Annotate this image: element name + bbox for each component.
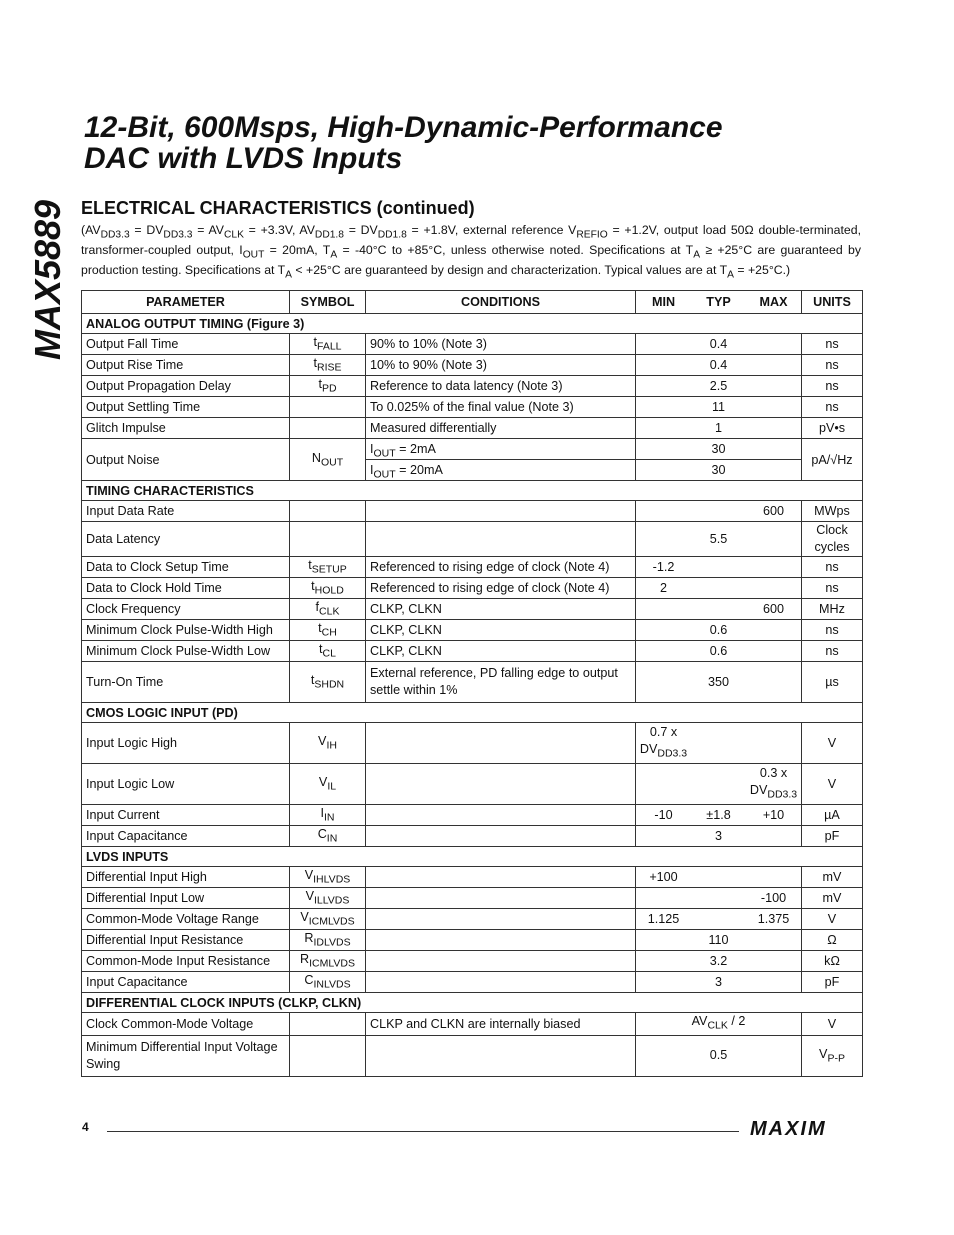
values-cell: 600 (636, 501, 802, 522)
document-title (84, 112, 723, 174)
conditions-cell (366, 805, 636, 826)
values-cell: -1.2 (636, 557, 802, 578)
test-conditions: ($AV_{DD3.3} = DV_{DD3.3} = AV_{CLK} = +3.3V$, $AV_{DD1.8} = DV_{DD1.8} = +1.8V$, external reference $V_{REFIO} = +1.2V$, output load 50Ω double-terminated, transformer-coupled output, $I_{OUT} = 20mA$, $T_A = -40^\circ C$ to +85°C, unless otherwise noted. Specifications at $T_A \ge +25^\circ C$ are guaranteed by production testing. Specifications at $T_A < +25^\circ C$ are guaranteed by design and characterization. Typical values are at $T_A = +25^\circ C$.) (81, 223, 862, 281)
header-max: MAX (759, 295, 788, 309)
units-cell: $V_{P-P}$ (802, 1035, 863, 1076)
conditions-cell: CLKP, CLKN (366, 620, 636, 641)
values-cell: 3 (636, 826, 802, 847)
conditions-cell: 10% to 90% (Note 3) (366, 355, 636, 376)
units-cell: kΩ (802, 951, 863, 972)
table-row (82, 867, 863, 888)
symbol-cell (290, 418, 366, 439)
header-typ: TYP (706, 295, 731, 309)
values-cell: 0.3 x $DV_{DD3.3}$ (636, 764, 802, 805)
values-cell: 30 30 (636, 439, 802, 481)
conditions-cell: Measured differentially (366, 418, 636, 439)
conditions-cell (366, 909, 636, 930)
symbol-cell: $V_{IL}$ (290, 764, 366, 805)
maxim-logo-text: MAXIM (750, 1118, 827, 1140)
electrical-characteristics-table (81, 290, 863, 1077)
units-cell: V (802, 723, 863, 764)
conditions-cell (366, 951, 636, 972)
param-cell: Minimum Clock Pulse-Width Low (82, 641, 290, 662)
conditions-cell (366, 972, 636, 993)
param-cell: Minimum Clock Pulse-Width High (82, 620, 290, 641)
values-cell: 0.7 x $DV_{DD3.3}$ (636, 723, 802, 764)
table-row (82, 397, 863, 418)
table-row (82, 1035, 863, 1076)
table-row (82, 764, 863, 805)
param-cell: Differential Input High (82, 867, 290, 888)
values-cell: 5.5 (636, 522, 802, 557)
table-row (82, 662, 863, 703)
param-cell: Input Logic Low (82, 764, 290, 805)
conditions-cell: CLKP and CLKN are internally biased (366, 1013, 636, 1036)
header-conditions: CONDITIONS (366, 291, 636, 314)
units-cell: Clock cycles (802, 522, 863, 557)
header-min-typ-max (636, 291, 802, 314)
units-cell: mV (802, 888, 863, 909)
conditions-cell (366, 930, 636, 951)
table-row (82, 557, 863, 578)
conditions-cell: 90% to 10% (Note 3) (366, 334, 636, 355)
values-cell: 1.125 1.375 (636, 909, 802, 930)
section-timing-characteristics: TIMING CHARACTERISTICS (82, 481, 863, 501)
values-cell: -100 (636, 888, 802, 909)
param-cell: Input Current (82, 805, 290, 826)
conditions-cell (366, 867, 636, 888)
symbol-cell: $V_{IHLVDS}$ (290, 867, 366, 888)
units-cell: V (802, 909, 863, 930)
conditions-cell: CLKP, CLKN (366, 599, 636, 620)
symbol-cell: $C_{INLVDS}$ (290, 972, 366, 993)
units-cell: ns (802, 620, 863, 641)
units-cell: pV•s (802, 418, 863, 439)
table-row (82, 826, 863, 847)
param-cell: Common-Mode Input Resistance (82, 951, 290, 972)
table-row (82, 522, 863, 557)
table-row (82, 930, 863, 951)
values-cell: 1 (636, 418, 802, 439)
section-heading: ELECTRICAL CHARACTERISTICS (continued) (81, 198, 475, 218)
units-cell: Ω (802, 930, 863, 951)
units-cell: ns (802, 397, 863, 418)
conditions-cell (366, 888, 636, 909)
conditions-cell (366, 764, 636, 805)
values-cell: 3 (636, 972, 802, 993)
conditions-cell: Referenced to rising edge of clock (Note 4) (366, 578, 636, 599)
table-row (82, 334, 863, 355)
symbol-cell: $t_{HOLD}$ (290, 578, 366, 599)
conditions-cell (366, 723, 636, 764)
values-cell: 600 (636, 599, 802, 620)
param-cell: Glitch Impulse (82, 418, 290, 439)
title-line-1: 12-Bit, 600Msps, High-Dynamic-Performance (84, 111, 723, 144)
param-cell: Turn-On Time (82, 662, 290, 703)
values-cell: 11 (636, 397, 802, 418)
conditions-cell: External reference, PD falling edge to output settle within 1% (366, 662, 636, 703)
conditions-cell (366, 826, 636, 847)
param-cell: Minimum Differential Input Voltage Swing (82, 1035, 290, 1076)
symbol-cell (290, 397, 366, 418)
units-cell: mV (802, 867, 863, 888)
param-cell: Output Noise (82, 439, 290, 481)
symbol-cell: $N_{OUT}$ (290, 439, 366, 481)
units-cell: pF (802, 972, 863, 993)
table-row (82, 578, 863, 599)
units-cell: ns (802, 557, 863, 578)
maxim-logo (750, 1116, 860, 1145)
values-cell: 0.6 (636, 641, 802, 662)
conditions-cell (366, 501, 636, 522)
values-cell: 0.5 (636, 1035, 802, 1076)
units-cell: ns (802, 578, 863, 599)
values-cell: $AV_{CLK} / 2$ (636, 1013, 802, 1036)
symbol-cell: $t_{SHDN}$ (290, 662, 366, 703)
side-part-number-text: MAX5889 (27, 200, 68, 360)
units-cell: pA/√Hz (802, 439, 863, 481)
title-line-2: DAC with LVDS Inputs (84, 142, 403, 175)
conditions-cell: Reference to data latency (Note 3) (366, 376, 636, 397)
units-cell: µs (802, 662, 863, 703)
units-cell: µA (802, 805, 863, 826)
table-row (82, 888, 863, 909)
units-cell: V (802, 764, 863, 805)
values-cell: 3.2 (636, 951, 802, 972)
section-analog-output-timing: ANALOG OUTPUT TIMING (Figure 3) (82, 314, 863, 334)
units-cell: MWps (802, 501, 863, 522)
conditions-cell: CLKP, CLKN (366, 641, 636, 662)
units-cell: ns (802, 376, 863, 397)
footer-rule (107, 1131, 739, 1132)
table-row (82, 951, 863, 972)
symbol-cell: $R_{ICMLVDS}$ (290, 951, 366, 972)
units-cell: MHz (802, 599, 863, 620)
header-min: MIN (651, 295, 676, 309)
conditions-cell (366, 1035, 636, 1076)
table-row (82, 909, 863, 930)
table-row (82, 641, 863, 662)
table-row (82, 972, 863, 993)
symbol-cell: $t_{SETUP}$ (290, 557, 366, 578)
symbol-cell: $t_{RISE}$ (290, 355, 366, 376)
symbol-cell: $t_{FALL}$ (290, 334, 366, 355)
symbol-cell: $t_{CL}$ (290, 641, 366, 662)
param-cell: Common-Mode Voltage Range (82, 909, 290, 930)
header-parameter: PARAMETER (82, 291, 290, 314)
table-row (82, 439, 863, 481)
side-part-number (20, 200, 68, 370)
symbol-cell: $V_{IH}$ (290, 723, 366, 764)
units-cell: ns (802, 641, 863, 662)
table-row (82, 620, 863, 641)
table-row (82, 1013, 863, 1036)
symbol-cell (290, 1035, 366, 1076)
units-cell: V (802, 1013, 863, 1036)
values-cell: +100 (636, 867, 802, 888)
param-cell: Input Capacitance (82, 826, 290, 847)
table-row (82, 805, 863, 826)
param-cell: Input Capacitance (82, 972, 290, 993)
values-cell: 2 (636, 578, 802, 599)
symbol-cell: $R_{IDLVDS}$ (290, 930, 366, 951)
param-cell: Data to Clock Setup Time (82, 557, 290, 578)
units-cell: ns (802, 334, 863, 355)
symbol-cell: $I_{IN}$ (290, 805, 366, 826)
conditions-cell (366, 522, 636, 557)
symbol-cell: $V_{ILLVDS}$ (290, 888, 366, 909)
table-row (82, 599, 863, 620)
values-cell: 0.4 (636, 334, 802, 355)
values-cell: 0.4 (636, 355, 802, 376)
values-cell: -10 ±1.8 +10 (636, 805, 802, 826)
param-cell: Input Logic High (82, 723, 290, 764)
symbol-cell (290, 1013, 366, 1036)
table-row (82, 418, 863, 439)
symbol-cell: $C_{IN}$ (290, 826, 366, 847)
param-cell: Differential Input Low (82, 888, 290, 909)
param-cell: Input Data Rate (82, 501, 290, 522)
param-cell: Output Fall Time (82, 334, 290, 355)
conditions-cell: To 0.025% of the final value (Note 3) (366, 397, 636, 418)
values-cell: 2.5 (636, 376, 802, 397)
param-cell: Data Latency (82, 522, 290, 557)
table-row (82, 376, 863, 397)
section-lvds-inputs: LVDS INPUTS (82, 847, 863, 867)
table-row (82, 723, 863, 764)
param-cell: Output Rise Time (82, 355, 290, 376)
page-number: 4 (82, 1120, 89, 1134)
section-cmos-logic-input: CMOS LOGIC INPUT (PD) (82, 703, 863, 723)
param-cell: Output Settling Time (82, 397, 290, 418)
table-row (82, 355, 863, 376)
units-cell: ns (802, 355, 863, 376)
symbol-cell (290, 501, 366, 522)
units-cell: pF (802, 826, 863, 847)
header-units: UNITS (802, 291, 863, 314)
param-cell: Data to Clock Hold Time (82, 578, 290, 599)
param-cell: Clock Frequency (82, 599, 290, 620)
values-cell: 0.6 (636, 620, 802, 641)
param-cell: Output Propagation Delay (82, 376, 290, 397)
symbol-cell: $t_{PD}$ (290, 376, 366, 397)
symbol-cell: $t_{CH}$ (290, 620, 366, 641)
symbol-cell: $V_{ICMLVDS}$ (290, 909, 366, 930)
param-cell: Differential Input Resistance (82, 930, 290, 951)
param-cell: Clock Common-Mode Voltage (82, 1013, 290, 1036)
conditions-cell: $I_{OUT} = 2mA$ $I_{OUT} = 20mA$ (366, 439, 636, 481)
header-symbol: SYMBOL (290, 291, 366, 314)
section-differential-clock-inputs: DIFFERENTIAL CLOCK INPUTS (CLKP, CLKN) (82, 993, 863, 1013)
symbol-cell: $f_{CLK}$ (290, 599, 366, 620)
values-cell: 350 (636, 662, 802, 703)
values-cell: 110 (636, 930, 802, 951)
symbol-cell (290, 522, 366, 557)
conditions-cell: Referenced to rising edge of clock (Note 4) (366, 557, 636, 578)
table-row (82, 501, 863, 522)
